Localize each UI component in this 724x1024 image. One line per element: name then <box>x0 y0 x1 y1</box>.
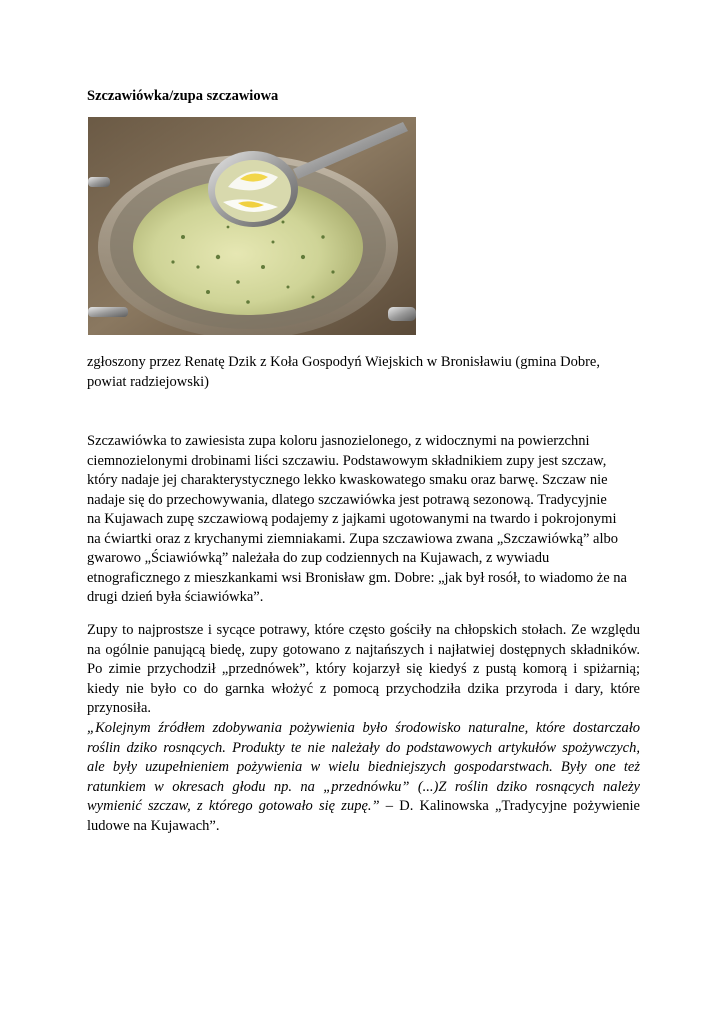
text-line: nadaje się do przechowywania, dlatego szczawiówka jest potrawą sezonową. Tradycyjnie <box>87 491 607 508</box>
attribution-line: zgłoszony przez Renatę Dzik z Koła Gospodyń Wiejskich w Bronisławiu (gmina Dobre, <box>87 354 600 370</box>
quote-line: ratunkiem w okresach głodu np. na „przednówku” (...)Z roślin dziko rosnących należy <box>87 778 640 795</box>
text-line: na ogólnie panującą biedę, zupy gotowano z najtańszych i najłatwiej dostępnych składników. <box>87 641 640 658</box>
text-line: kiedy nie było co do garnka włożyć z pomocą przychodziła dzika przyroda i dary, które <box>87 680 640 697</box>
citation-line: ludowe na Kujawach”. <box>87 817 220 834</box>
quote-line: ale były uzupełnieniem pożywienia w wielu biedniejszych gospodarstwach. Były one też <box>87 759 640 775</box>
paragraph-quote <box>87 719 640 836</box>
text-line: który nadaje jej charakterystycznego lekko kwaskowatego smaku oraz barwę. Szczaw nie <box>87 472 608 488</box>
soup-photo <box>88 117 416 335</box>
text-line: Po zimie przychodził „przednówek”, który kojarzył się kiedyś z pustą komorą i spiżarnią; <box>87 661 640 677</box>
text-line: na Kujawach zupę szczawiową podajemy z jajkami ugotowanymi na twardo i pokrojonymi <box>87 511 617 527</box>
attribution-line: powiat radziejowski) <box>87 374 210 390</box>
recipe-attribution <box>87 352 647 392</box>
quote-line: „Kolejnym źródłem zdobywania pożywienia było środowisko naturalne, które dostarczało <box>87 720 640 736</box>
quote-line: roślin dziko rosnących. Produkty te nie należały do podstawowych artykułów spożywczych, <box>87 739 640 756</box>
paragraph-description <box>87 432 640 608</box>
text-line: gwarowo „Ściawiówką” należała do zup codziennych na Kujawach, z wywiadu <box>87 550 550 566</box>
text-line: Zupy to najprostsze i sycące potrawy, które często gościły na chłopskich stołach. Ze względu <box>87 622 640 638</box>
quote-citation: – D. Kalinowska „Tradycyjne pożywienie <box>379 798 640 814</box>
document-title: Szczawiówka/zupa szczawiowa <box>87 88 279 104</box>
quote-source-line <box>87 797 640 817</box>
text-line: ciemnozielonymi drobinami liści szczawiu. Podstawowym składnikiem zupy jest szczaw, <box>87 452 607 469</box>
text-line: drugi dzień była ściawiówka”. <box>87 589 264 605</box>
text-line: na ćwiartki oraz z krychanymi ziemniakami. Zupa szczawiowa zwana „Szczawiówką” albo <box>87 530 619 547</box>
quote-end: wymienić szczaw, z którego gotowało się zupę.” <box>87 798 380 814</box>
text-line: przynosiła. <box>87 700 152 716</box>
text-line: Szczawiówka to zawiesista zupa koloru jasnozielonego, z widocznymi na powierzchni <box>87 433 590 449</box>
text-line: etnograficznego z mieszkankami wsi Bronisław gm. Dobre: „jak był rosół, to wiadomo że na <box>87 569 627 586</box>
paragraph-history <box>87 621 640 719</box>
